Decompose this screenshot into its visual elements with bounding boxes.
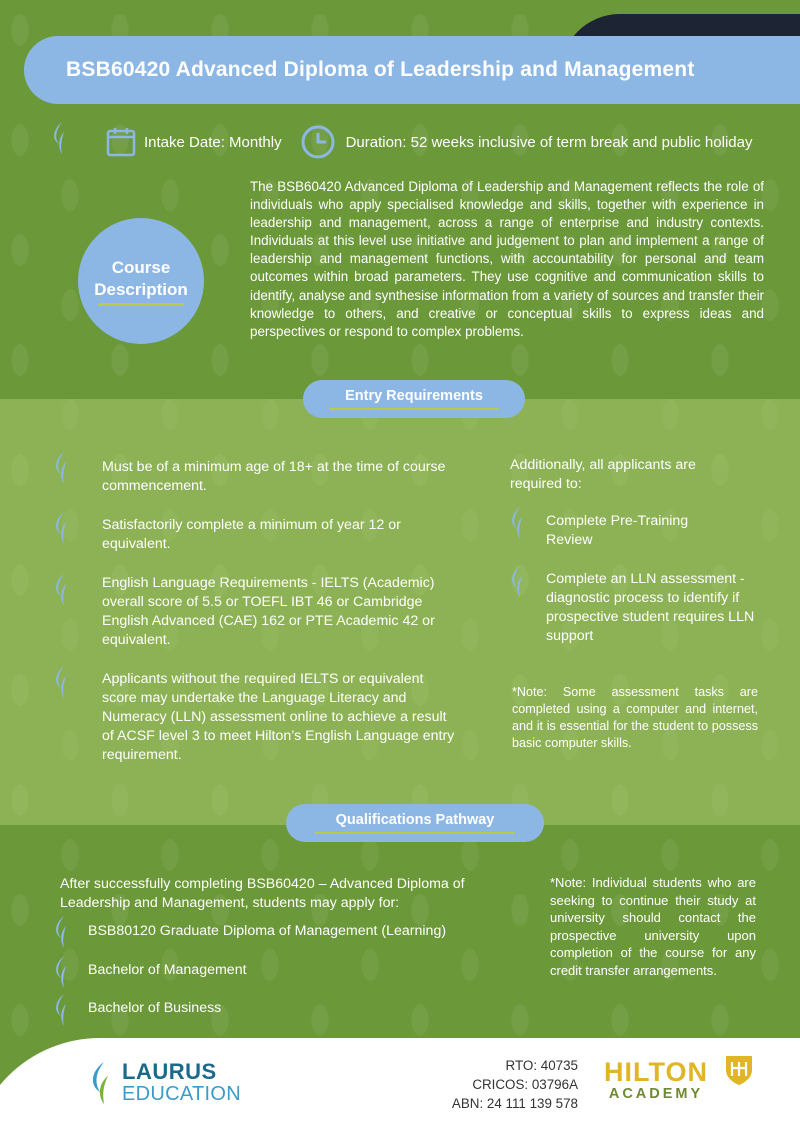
calendar-icon	[106, 126, 136, 158]
entry-requirements-note: *Note: Some assessment tasks are completed using a computer and internet, and it is essential for the student to possess basic computer skills.	[512, 685, 758, 750]
leaf-bullet-icon	[508, 505, 526, 541]
heading-underline	[329, 408, 499, 410]
pathway-intro: After successfully completing BSB60420 – Advanced Diploma of Leadership and Management, students may apply for:	[60, 876, 465, 911]
rto-number: RTO: 40735	[505, 1058, 578, 1073]
clock-icon	[300, 124, 336, 160]
qualifications-pathway-label: Qualifications Pathway	[335, 812, 495, 828]
title-banner	[24, 36, 800, 104]
intake-text: Intake Date: Monthly	[144, 133, 282, 151]
leaf-bullet-icon	[508, 564, 526, 600]
pathway-note: *Note: Individual students who are seeking to continue their study at university should contact the prospective university upon completion of the course for any credit transfer arrangements.	[550, 875, 756, 978]
leaf-bullet-icon	[52, 450, 70, 486]
abn-number: ABN: 24 111 139 578	[451, 1096, 578, 1111]
course-heading-line1: Course	[111, 257, 171, 277]
hilton-academy-logo	[604, 1058, 708, 1102]
entry-requirement-item: Must be of a minimum age of 18+ at the time of course commencement.	[102, 459, 446, 494]
page-title: BSB60420 Advanced Diploma of Leadership and Management	[66, 58, 695, 81]
leaf-bullet-icon	[52, 954, 70, 990]
heading-underline	[315, 832, 515, 834]
leaf-bullet-icon	[52, 510, 70, 546]
course-description-text: The BSB60420 Advanced Diploma of Leadership and Management reflects the role of individuals who apply specialised knowledge and skills, together with experience in leadership and management, across a range of enterprise and industry contexts. Individuals at this level use initiative and judgement to plan and implement a range of leadership and management functions, with accountability for personal and team outcomes within broad parameters. They use cognitive and communication skills to identify, analyse and synthesise information from a variety of sources and transfer their knowledge to others, and creative or conceptual skills to express ideas and perspectives or respond to complex problems.	[250, 179, 764, 339]
leaf-bullet-icon	[52, 914, 70, 950]
entry-requirement-item: Satisfactorily complete a minimum of year 12 or equivalent.	[102, 517, 401, 552]
cricos-number: CRICOS: 03796A	[472, 1077, 578, 1092]
additional-requirement-item: Complete an LLN assessment - diagnostic process to identify if prospective student requires LLN support	[546, 571, 755, 644]
meta-row	[106, 122, 752, 162]
leaf-bullet-icon	[52, 992, 70, 1028]
hilton-line1: HILTON	[604, 1057, 708, 1087]
laurus-line1: LAURUS	[122, 1059, 217, 1084]
heading-underline	[98, 303, 184, 306]
registration-info	[452, 1056, 578, 1113]
course-heading-line2: Description	[94, 279, 188, 299]
duration-text: Duration: 52 weeks inclusive of term break and public holiday	[345, 133, 753, 151]
laurus-line2: EDUCATION	[122, 1083, 241, 1105]
entry-requirements-label: Entry Requirements	[345, 388, 483, 404]
hilton-shield-icon	[724, 1054, 754, 1086]
entry-requirement-item: Applicants without the required IELTS or equivalent score may undertake the Language Literacy and Numeracy (LLN) assessment online to achieve a result of ACSF level 3 to meet Hilton’s English Language entry requirement.	[102, 671, 455, 763]
pathway-item: Bachelor of Management	[88, 962, 247, 978]
course-description-badge	[78, 218, 204, 344]
laurus-education-logo	[88, 1060, 241, 1106]
leaf-bullet-icon	[52, 572, 70, 608]
leaf-bullet-icon	[50, 120, 68, 156]
hilton-line2: ACADEMY	[608, 1086, 704, 1102]
pathway-item: BSB80120 Graduate Diploma of Management (Learning)	[88, 923, 447, 939]
entry-requirements-heading	[303, 380, 525, 418]
laurus-leaf-icon	[88, 1060, 114, 1106]
entry-requirement-item: English Language Requirements - IELTS (Academic) overall score of 5.5 or TOEFL IBT 46 or Cambridge English Advanced (CAE) 162 or PTE Academic 42 or equivalent.	[102, 575, 435, 648]
additional-requirement-item: Complete Pre-Training Review	[546, 513, 689, 548]
qualifications-pathway-heading	[286, 804, 544, 842]
pathway-item: Bachelor of Business	[88, 1000, 222, 1016]
additional-requirements-intro: Additionally, all applicants are required to:	[510, 457, 696, 492]
leaf-bullet-icon	[52, 664, 70, 700]
